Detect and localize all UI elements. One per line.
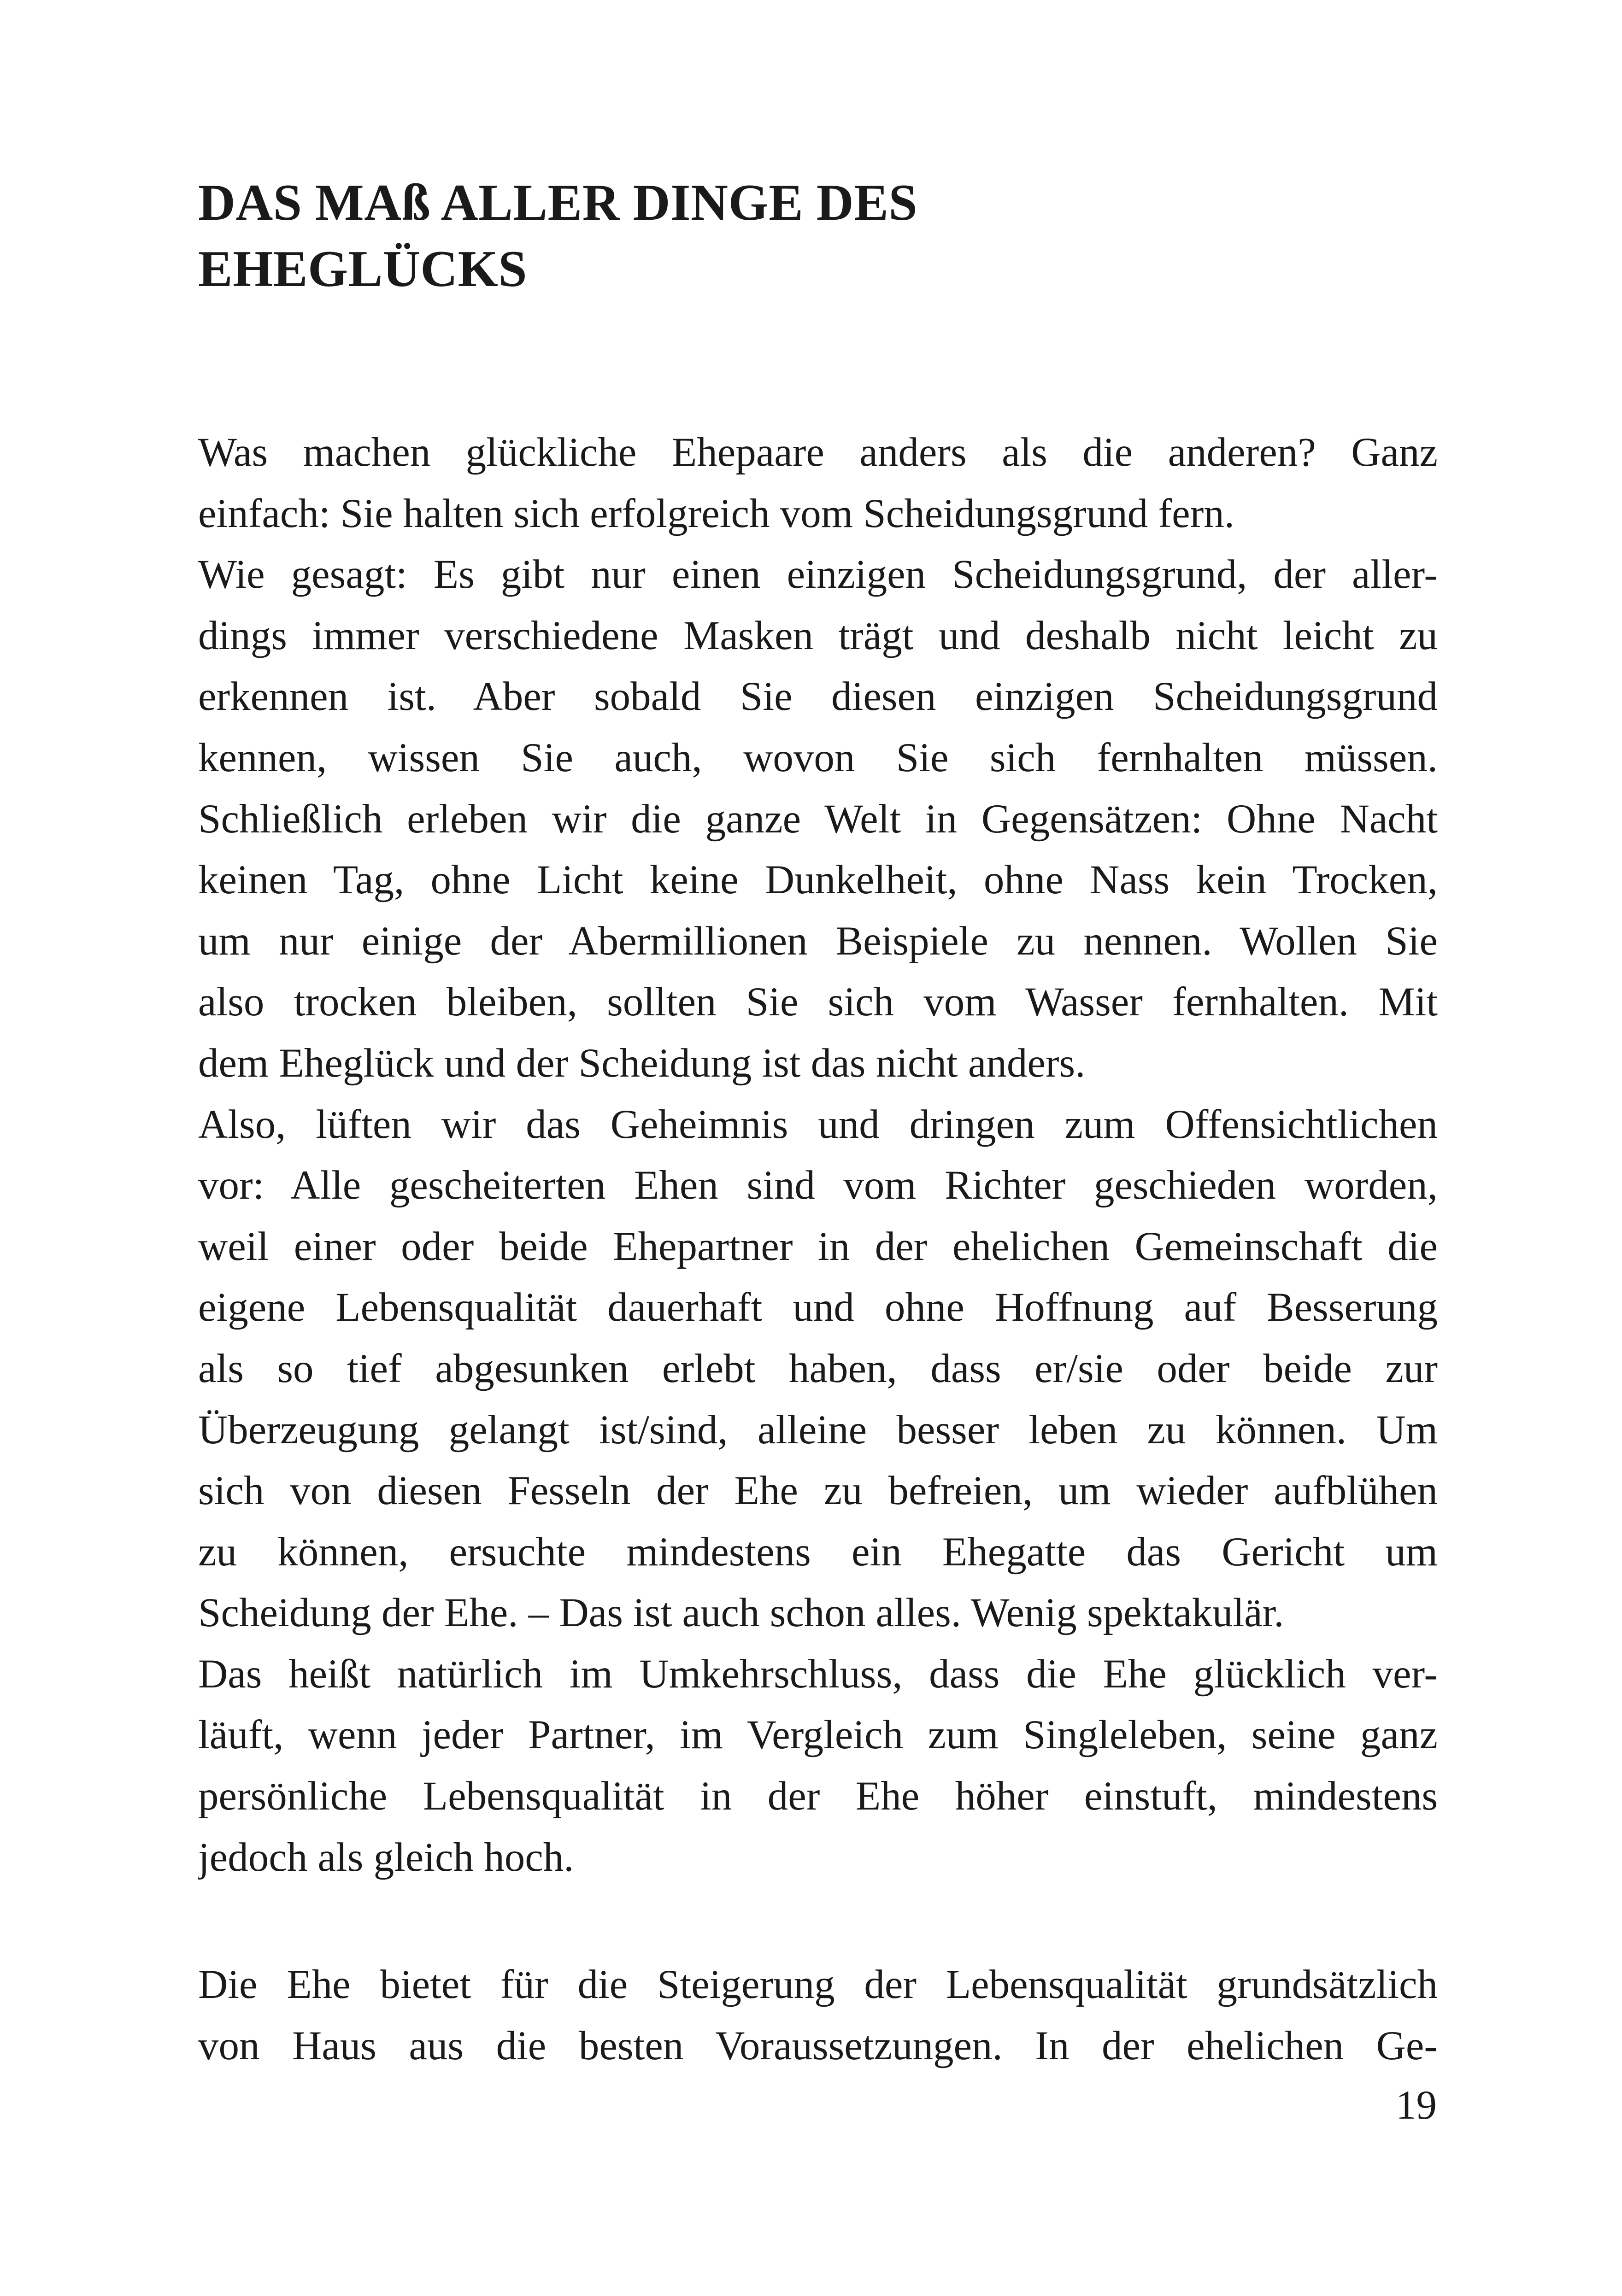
- body-text-line: zu können, ersuchte mindestens ein Ehegatte das Gericht um: [198, 1529, 1438, 1575]
- body-text-line: Also, lüften wir das Geheimnis und dringen zum Offensichtlichen: [198, 1101, 1438, 1147]
- body-paragraph-block: [198, 422, 1438, 1888]
- body-text-line: also trocken bleiben, sollten Sie sich vom Wasser fernhalten. Mit: [198, 979, 1438, 1025]
- chapter-heading-line: DAS MAß ALLER DINGE DES: [198, 174, 918, 231]
- body-text-line: sich von diesen Fesseln der Ehe zu befreien, um wieder aufblühen: [198, 1468, 1438, 1514]
- body-text-line: jedoch als gleich hoch.: [198, 1834, 574, 1880]
- body-text-line: Wie gesagt: Es gibt nur einen einzigen Scheidungsgrund, der aller-: [198, 552, 1438, 597]
- body-text-line: Die Ehe bietet für die Steigerung der Lebensqualität grundsätzlich: [198, 1962, 1438, 2007]
- body-text-line: persönliche Lebensqualität in der Ehe höher einstuft, mindestens: [198, 1774, 1438, 1819]
- body-text-line: dings immer verschiedene Masken trägt und deshalb nicht leicht zu: [198, 613, 1438, 658]
- chapter-heading: [198, 170, 1452, 302]
- page-number: 19: [1396, 2083, 1437, 2128]
- body-text-line: läuft, wenn jeder Partner, im Vergleich zum Singleleben, seine ganz: [198, 1712, 1438, 1758]
- body-text-line: als so tief abgesunken erlebt haben, dass er/sie oder beide zur: [198, 1346, 1438, 1391]
- body-text-line: keinen Tag, ohne Licht keine Dunkelheit, ohne Nass kein Trocken,: [198, 857, 1438, 903]
- body-text-line: weil einer oder beide Ehepartner in der ehelichen Gemeinschaft die: [198, 1224, 1438, 1269]
- body-text-line: einfach: Sie halten sich erfolgreich vom Scheidungsgrund fern.: [198, 491, 1235, 536]
- chapter-heading-line: EHEGLÜCKS: [198, 240, 528, 298]
- body-text-line: Scheidung der Ehe. – Das ist auch schon alles. Wenig spektakulär.: [198, 1590, 1284, 1636]
- body-text-line: erkennen ist. Aber sobald Sie diesen einzigen Scheidungsgrund: [198, 674, 1438, 720]
- body-text-line: eigene Lebensqualität dauerhaft und ohne Hoffnung auf Besserung: [198, 1285, 1438, 1330]
- body-text-line: Das heißt natürlich im Umkehrschluss, dass die Ehe glücklich ver-: [198, 1651, 1438, 1697]
- body-text-line: Überzeugung gelangt ist/sind, alleine besser leben zu können. Um: [198, 1407, 1438, 1453]
- body-text-line: dem Eheglück und der Scheidung ist das nicht anders.: [198, 1040, 1086, 1086]
- body-paragraph-block: [198, 1954, 1438, 2076]
- body-text-line: kennen, wissen Sie auch, wovon Sie sich fernhalten müssen.: [198, 735, 1438, 780]
- body-text-line: Schließlich erleben wir die ganze Welt in Gegensätzen: Ohne Nacht: [198, 796, 1438, 842]
- body-text-line: von Haus aus die besten Voraussetzungen. In der ehelichen Ge-: [198, 2023, 1438, 2068]
- body-text-line: vor: Alle gescheiterten Ehen sind vom Richter geschieden worden,: [198, 1163, 1438, 1208]
- body-text-line: Was machen glückliche Ehepaare anders als die anderen? Ganz: [198, 430, 1438, 475]
- body-text-line: um nur einige der Abermillionen Beispiele zu nennen. Wollen Sie: [198, 918, 1438, 964]
